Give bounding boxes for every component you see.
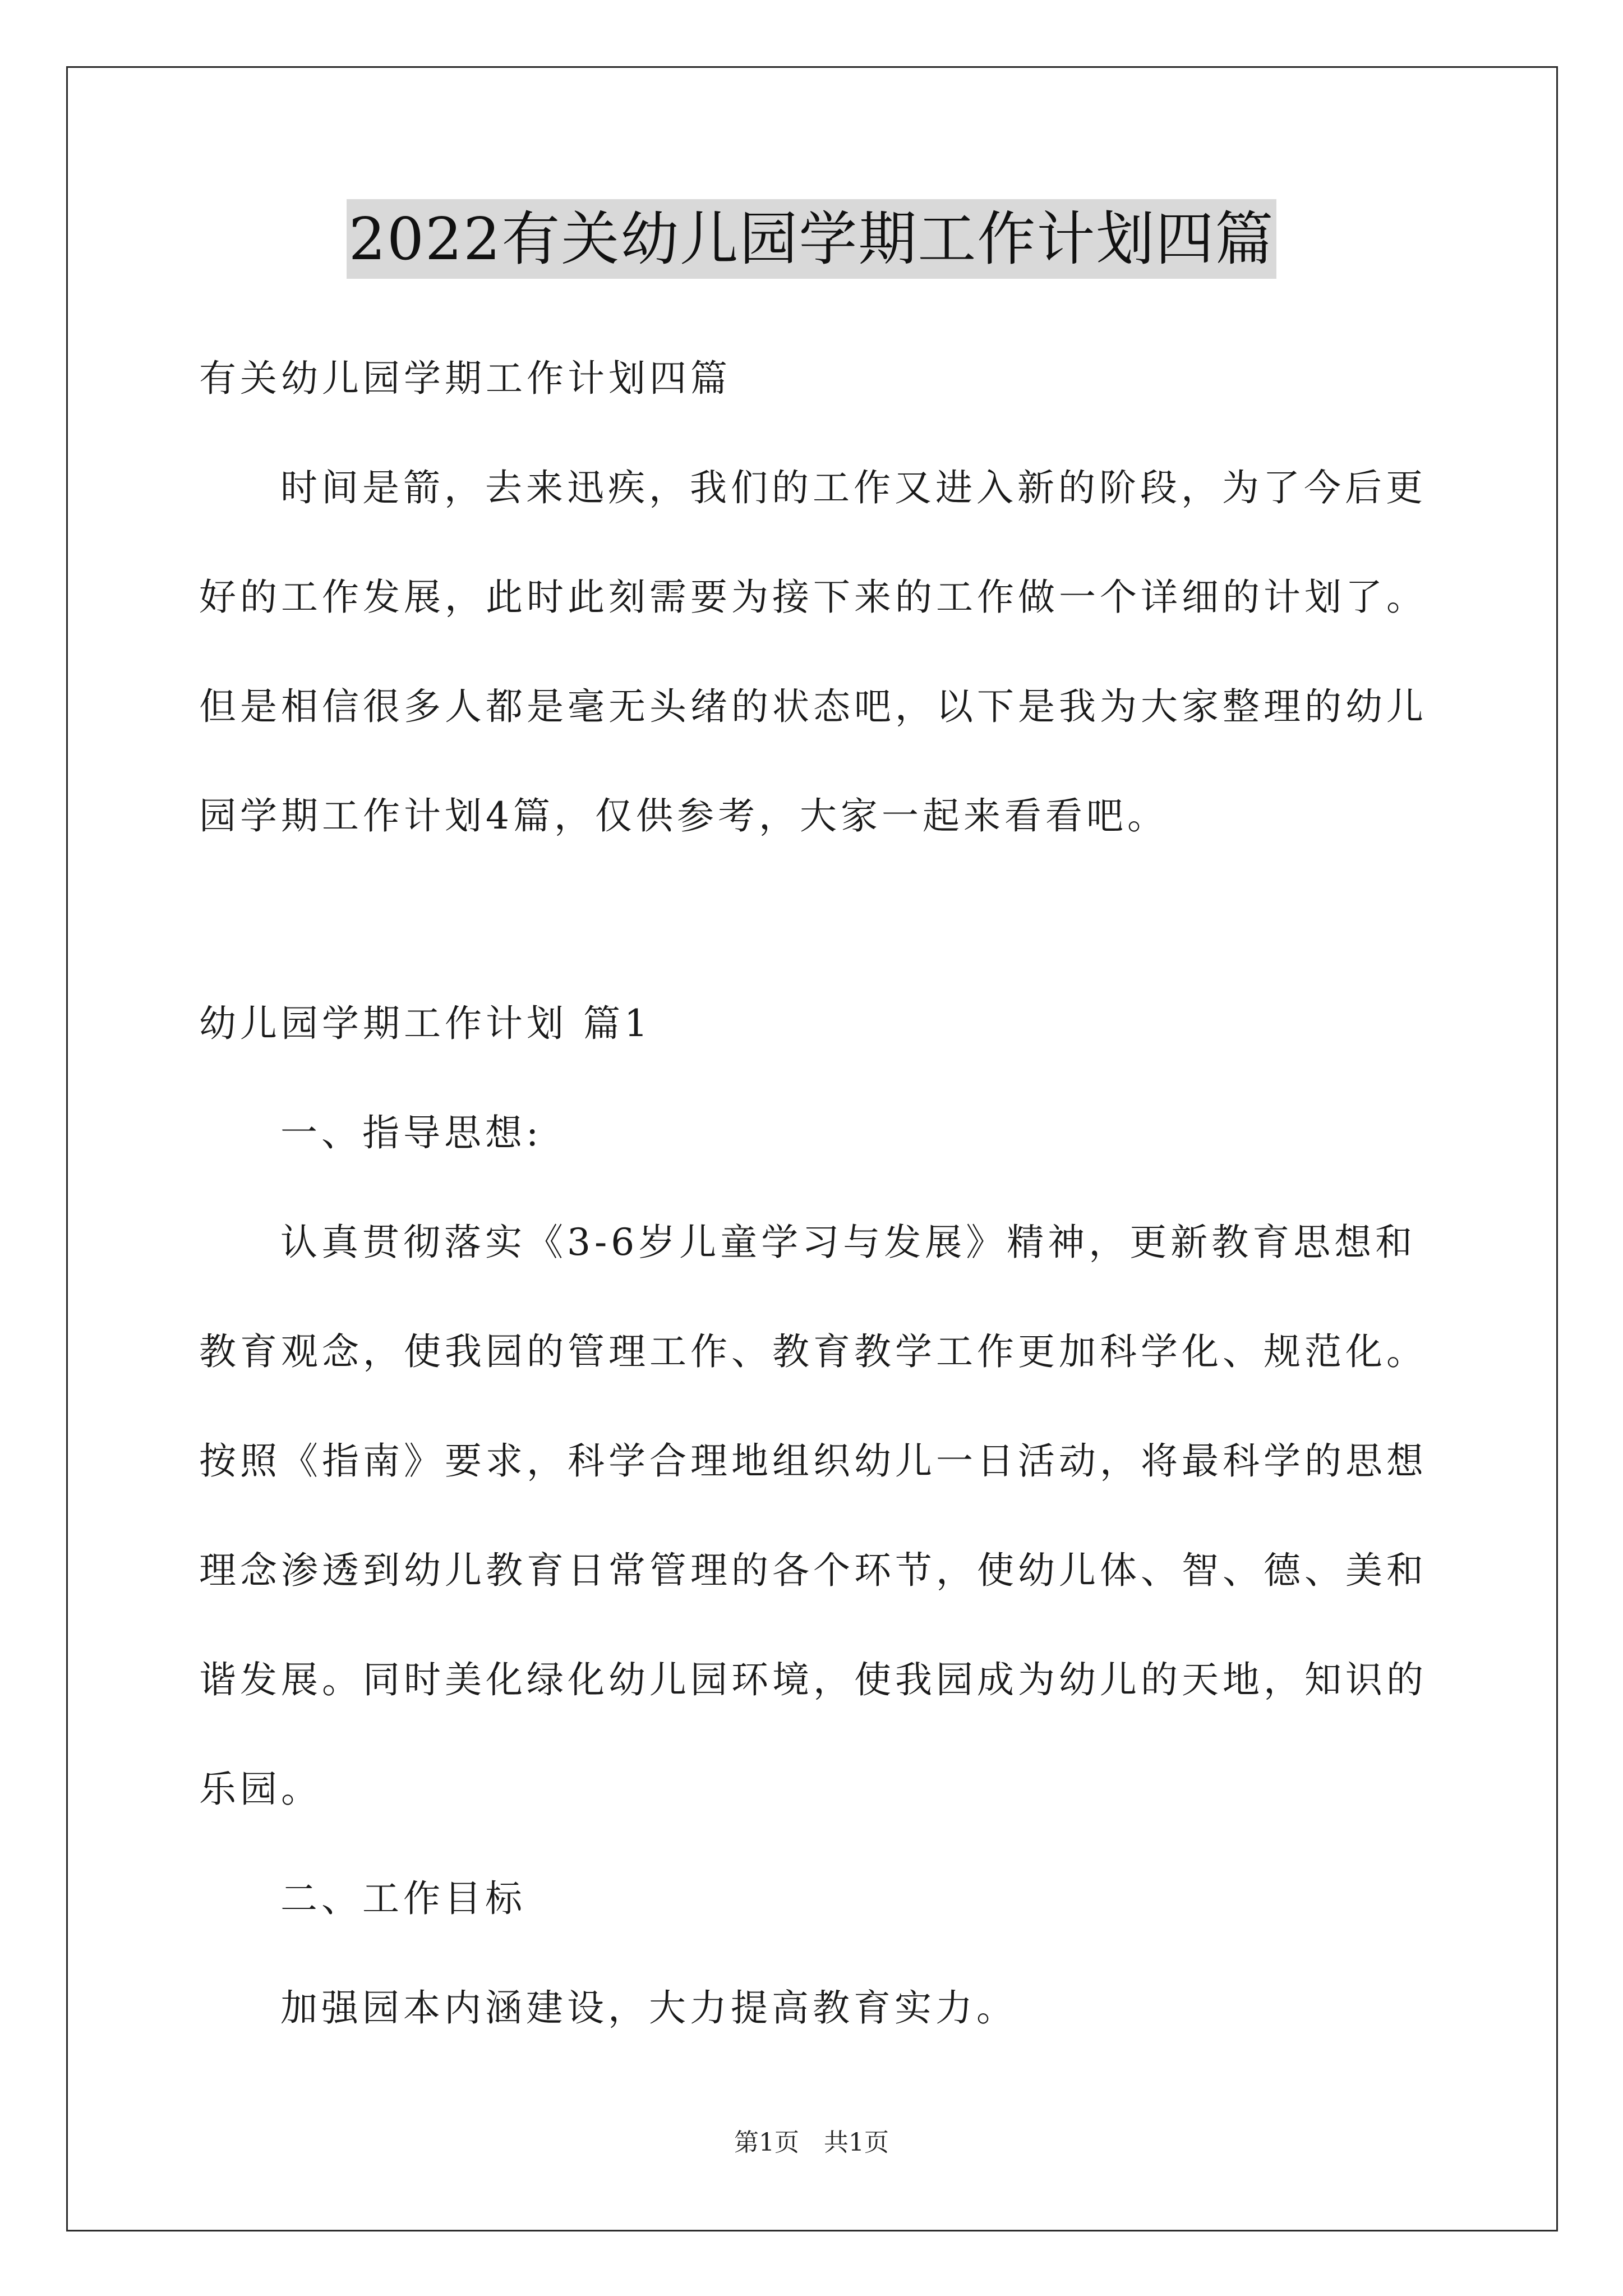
- intro-line: 好的工作发展，此时此刻需要为接下来的工作做一个详细的计划了。: [199, 576, 1427, 619]
- intro-line: 但是相信很多人都是毫无头绪的状态吧，以下是我为大家整理的幼儿: [199, 685, 1427, 728]
- paragraph-line: 按照《指南》要求，科学合理地组织幼儿一日活动，将最科学的思想: [199, 1439, 1427, 1483]
- paragraph-line: 认真贯彻落实《3-6岁儿童学习与发展》精神，更新教育思想和: [280, 1221, 1417, 1264]
- title-container: [0, 199, 1623, 279]
- section-title: 幼儿园学期工作计划 篇1: [199, 1002, 652, 1045]
- intro-line: 园学期工作计划4篇，仅供参考，大家一起来看看吧。: [199, 794, 1168, 838]
- intro-line: 时间是箭，去来迅疾，我们的工作又进入新的阶段，为了今后更: [280, 466, 1427, 509]
- document-subtitle: 有关幼儿园学期工作计划四篇: [199, 357, 731, 400]
- document-title: 2022有关幼儿园学期工作计划四篇: [347, 199, 1277, 279]
- page-number: 第1页 共1页: [734, 2128, 889, 2157]
- paragraph-line: 加强园本内涵建设，大力提高教育实力。: [280, 1986, 1017, 2030]
- paragraph-line: 教育观念，使我园的管理工作、教育教学工作更加科学化、规范化。: [199, 1330, 1427, 1373]
- heading-guiding-thought: 一、指导思想:: [280, 1111, 543, 1154]
- heading-work-goals: 二、工作目标: [280, 1877, 526, 1920]
- paragraph-line: 理念渗透到幼儿教育日常管理的各个环节，使幼儿体、智、德、美和: [199, 1549, 1427, 1592]
- paragraph-line: 乐园。: [199, 1768, 322, 1811]
- paragraph-line: 谐发展。同时美化绿化幼儿园环境，使我园成为幼儿的天地，知识的: [199, 1658, 1427, 1701]
